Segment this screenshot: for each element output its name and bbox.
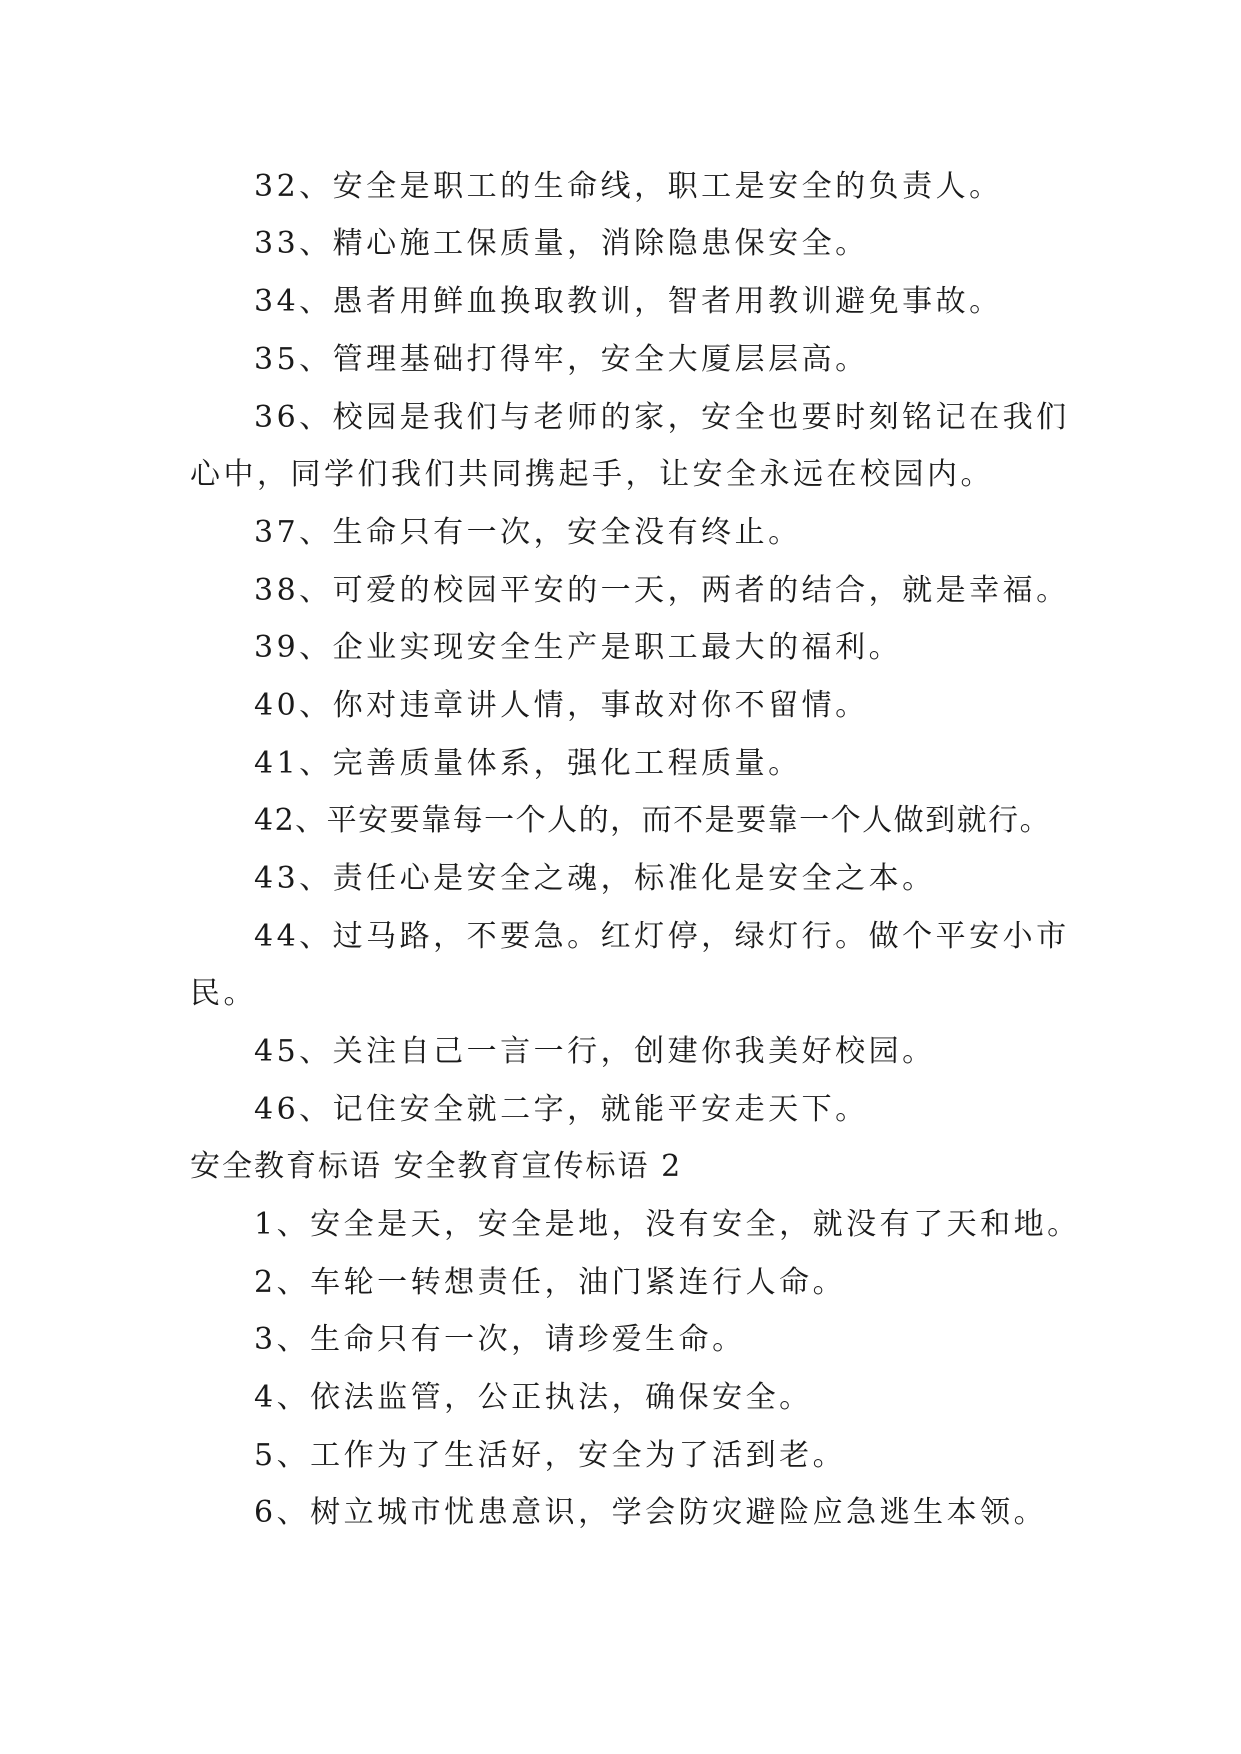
slogan-line: 37、生命只有一次，安全没有终止。	[254, 515, 802, 550]
slogan-line: 41、完善质量体系，强化工程质量。	[254, 746, 802, 781]
slogan-line: 3、生命只有一次，请珍爱生命。	[254, 1322, 746, 1357]
slogan-line: 40、你对违章讲人情，事故对你不留情。	[254, 688, 869, 723]
slogan-line: 1、安全是天，安全是地，没有安全，就没有了天和地。	[254, 1207, 1081, 1242]
slogan-line: 42、平安要靠每一个人的，而不是要靠一个人做到就行。	[254, 803, 1052, 838]
slogan-line: 35、管理基础打得牢，安全大厦层层高。	[254, 342, 869, 377]
slogan-line: 45、关注自己一言一行，创建你我美好校园。	[254, 1034, 936, 1069]
slogan-line: 2、车轮一转想责任，油门紧连行人命。	[254, 1265, 847, 1300]
slogan-line: 34、愚者用鲜血换取教训，智者用教训避免事故。	[254, 284, 1003, 319]
section-heading: 安全教育标语 安全教育宣传标语 2	[190, 1149, 683, 1184]
slogan-line: 4、依法监管，公正执法，确保安全。	[254, 1380, 813, 1415]
slogan-line: 38、可爱的校园平安的一天，两者的结合，就是幸福。	[254, 573, 1070, 608]
slogan-line-continuation: 心中，同学们我们共同携起手，让安全永远在校园内。	[190, 457, 994, 492]
slogan-line: 33、精心施工保质量，消除隐患保安全。	[254, 226, 869, 261]
slogan-line: 6、树立城市忧患意识，学会防灾避险应急逃生本领。	[254, 1495, 1048, 1530]
slogan-line-continuation: 民。	[190, 976, 257, 1011]
slogan-line: 5、工作为了生活好，安全为了活到老。	[254, 1438, 847, 1473]
slogan-line: 32、安全是职工的生命线，职工是安全的负责人。	[254, 169, 1003, 204]
slogan-line: 44、过马路，不要急。红灯停，绿灯行。做个平安小市	[254, 919, 1070, 954]
slogan-line: 46、记住安全就二字，就能平安走天下。	[254, 1092, 869, 1127]
slogan-line: 39、企业实现安全生产是职工最大的福利。	[254, 630, 903, 665]
slogan-line: 36、校园是我们与老师的家，安全也要时刻铭记在我们	[254, 400, 1070, 435]
slogan-line: 43、责任心是安全之魂，标准化是安全之本。	[254, 861, 936, 896]
